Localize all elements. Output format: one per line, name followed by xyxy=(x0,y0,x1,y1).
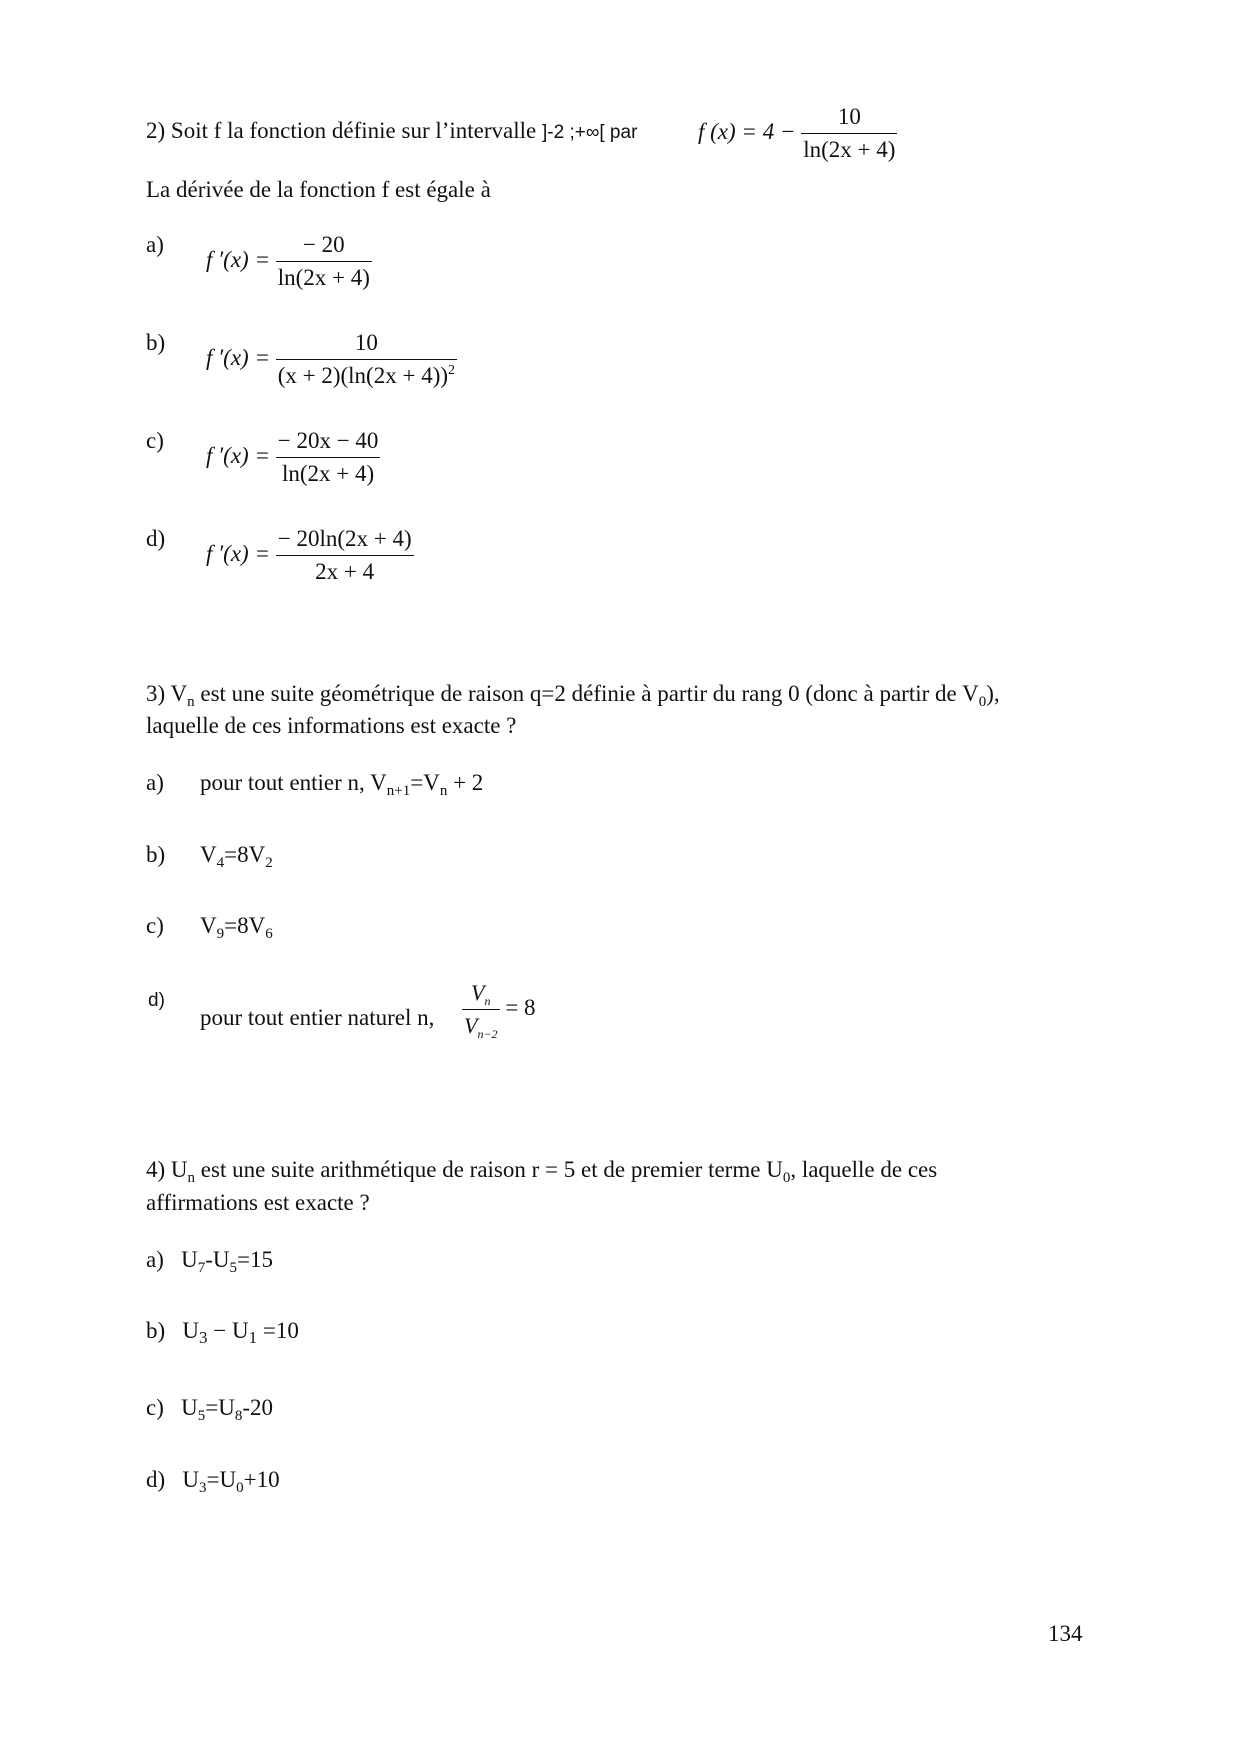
q2-option-c-lhs: f ′(x) = xyxy=(206,442,270,468)
q4-line1-b: est une suite arithmétique de raison r = 5 et de premier terme U xyxy=(195,1157,783,1182)
q4-a-s1: 7 xyxy=(197,1260,206,1276)
q2-option-d-formula xyxy=(206,526,414,585)
q4-line1-a: 4) U xyxy=(146,1157,188,1182)
q4-b-s2: 1 xyxy=(248,1328,258,1347)
q4-d-t1: U xyxy=(182,1467,200,1492)
q4-d-t3: +10 xyxy=(243,1467,280,1492)
q2-option-c-fraction xyxy=(276,428,381,487)
q4-line1-sub2: 0 xyxy=(782,1170,791,1186)
q3-a-t1: pour tout entier n, V xyxy=(200,770,387,795)
q2-option-a-label: a) xyxy=(146,232,164,257)
q3-d-numerator xyxy=(462,980,500,1010)
q2-option-b-formula xyxy=(206,330,457,389)
q3-a-t3: + 2 xyxy=(447,770,484,795)
q3-c-t1: V xyxy=(200,913,217,938)
q3-d-den-sub: n−2 xyxy=(477,1027,498,1041)
q3-option-d-label: d) xyxy=(148,990,165,1011)
q4-b-t2: − U xyxy=(207,1318,249,1343)
q2-option-c-formula xyxy=(206,428,380,487)
q2-option-b-label: b) xyxy=(146,330,166,355)
q2-option-b-exponent: 2 xyxy=(448,363,456,378)
q4-line1-sub: n xyxy=(187,1170,196,1186)
q4-option-d xyxy=(146,1465,280,1495)
q2-option-d-lhs: f ′(x) = xyxy=(206,540,270,566)
q2-option-b-denominator-base: (x + 2)(ln(2x + 4)) xyxy=(277,363,449,388)
q4-c-t3: -20 xyxy=(242,1395,274,1420)
q3-d-num-sub: n xyxy=(484,994,491,1008)
q3-b-s1: 4 xyxy=(216,855,225,871)
q3-c-s1: 9 xyxy=(216,926,225,942)
q3-option-b-label: b) xyxy=(146,842,166,867)
q2-option-a-denominator: ln(2x + 4) xyxy=(277,265,370,290)
q2-option-a-lhs: f ′(x) = xyxy=(206,246,270,272)
q4-a-t3: =15 xyxy=(237,1247,274,1272)
q4-option-c xyxy=(146,1393,273,1423)
q2-intro: 2) Soit f la fonction définie sur l’intervalle xyxy=(146,118,537,143)
q3-d-denominator xyxy=(462,1010,500,1039)
q2-option-a-formula xyxy=(206,232,372,291)
q2-interval: ]-2 ;+∞[ par xyxy=(542,122,638,143)
q4-c-s1: 5 xyxy=(197,1408,206,1424)
q4-option-b-label: b) xyxy=(146,1318,166,1343)
q3-option-c-label: c) xyxy=(146,913,164,938)
q2-option-d-denominator: 2x + 4 xyxy=(315,559,375,584)
q3-d-rhs: = 8 xyxy=(505,994,536,1020)
q4-c-t1: U xyxy=(181,1395,198,1420)
q2-option-b-numerator: 10 xyxy=(276,330,457,360)
q3-a-t2: =V xyxy=(410,770,440,795)
q3-option-c-text xyxy=(200,911,273,941)
q3-option-b-text xyxy=(200,840,273,870)
q2-f-fraction xyxy=(801,104,897,163)
q3-option-d-text: pour tout entier naturel n, xyxy=(200,1005,435,1030)
q3-d-num-v: V xyxy=(471,980,485,1005)
q3-b-t1: V xyxy=(200,842,217,867)
q4-a-s2: 5 xyxy=(229,1260,238,1276)
q3-option-a-label: a) xyxy=(146,770,164,795)
q2-option-b-lhs: f ′(x) = xyxy=(206,344,270,370)
q4-c-s2: 8 xyxy=(234,1408,243,1424)
q3-a-s1: n+1 xyxy=(386,783,411,799)
q2-function-definition xyxy=(698,104,897,163)
q3-line1-sub: n xyxy=(187,694,195,710)
q3-a-s2: n xyxy=(439,783,448,799)
q2-f-numerator: 10 xyxy=(801,104,897,134)
q2-option-b-denominator xyxy=(276,360,457,389)
q4-option-c-label: c) xyxy=(146,1395,164,1420)
q4-option-b xyxy=(146,1316,299,1346)
q4-c-t2: =U xyxy=(205,1395,235,1420)
q4-d-t2: =U xyxy=(206,1467,237,1492)
q3-line1-a: 3) V xyxy=(146,681,188,706)
q4-d-s1: 3 xyxy=(199,1480,207,1496)
q4-question-line-2: affirmations est exacte ? xyxy=(146,1190,370,1215)
q2-option-c-denominator: ln(2x + 4) xyxy=(281,461,375,486)
q4-line1-c: , laquelle de ces xyxy=(790,1157,938,1182)
page-number: 134 xyxy=(1048,1621,1083,1646)
q3-option-d-formula xyxy=(462,980,536,1039)
q2-option-d-numerator: − 20ln(2x + 4) xyxy=(276,526,414,556)
q2-option-d-fraction xyxy=(276,526,414,585)
q3-d-den-v: V xyxy=(464,1013,478,1038)
q2-f-lhs: f (x) = 4 − xyxy=(698,118,796,144)
q2-option-a-numerator: − 20 xyxy=(276,232,372,262)
q4-a-t2: -U xyxy=(205,1247,230,1272)
q4-question-line-1 xyxy=(146,1155,937,1185)
q4-b-t1: U xyxy=(182,1318,200,1343)
q2-option-a-fraction xyxy=(276,232,372,291)
q3-c-t2: =8V xyxy=(224,913,266,938)
q3-question-line-1 xyxy=(146,679,1000,709)
q4-option-d-label: d) xyxy=(146,1467,166,1492)
q3-line1-c: ), xyxy=(986,681,1000,706)
q2-option-b-fraction xyxy=(276,330,457,389)
q3-option-a-text xyxy=(200,768,483,798)
q4-a-t1: U xyxy=(181,1247,198,1272)
q4-option-a xyxy=(146,1245,273,1275)
q3-b-t2: =8V xyxy=(224,842,266,867)
q3-line1-b: est une suite géométrique de raison q=2 définie à partir du rang 0 (donc à partir de V xyxy=(194,681,979,706)
q2-prompt: La dérivée de la fonction f est égale à xyxy=(146,177,491,202)
q2-f-denominator: ln(2x + 4) xyxy=(803,137,896,162)
q3-question-line-2: laquelle de ces informations est exacte ? xyxy=(146,713,517,738)
q4-b-t3: =10 xyxy=(257,1318,299,1343)
q2-option-c-numerator: − 20x − 40 xyxy=(276,428,381,458)
q4-b-s1: 3 xyxy=(199,1328,208,1347)
q3-b-s2: 2 xyxy=(265,855,273,871)
q2-intro-line xyxy=(146,116,637,148)
q3-line1-sub2: 0 xyxy=(978,694,987,710)
q2-option-d-label: d) xyxy=(146,526,166,551)
q4-option-a-label: a) xyxy=(146,1247,164,1272)
q3-c-s2: 6 xyxy=(265,926,273,942)
q3-d-fraction xyxy=(462,980,500,1039)
q4-d-s2: 0 xyxy=(236,1480,244,1496)
q2-option-c-label: c) xyxy=(146,428,164,453)
